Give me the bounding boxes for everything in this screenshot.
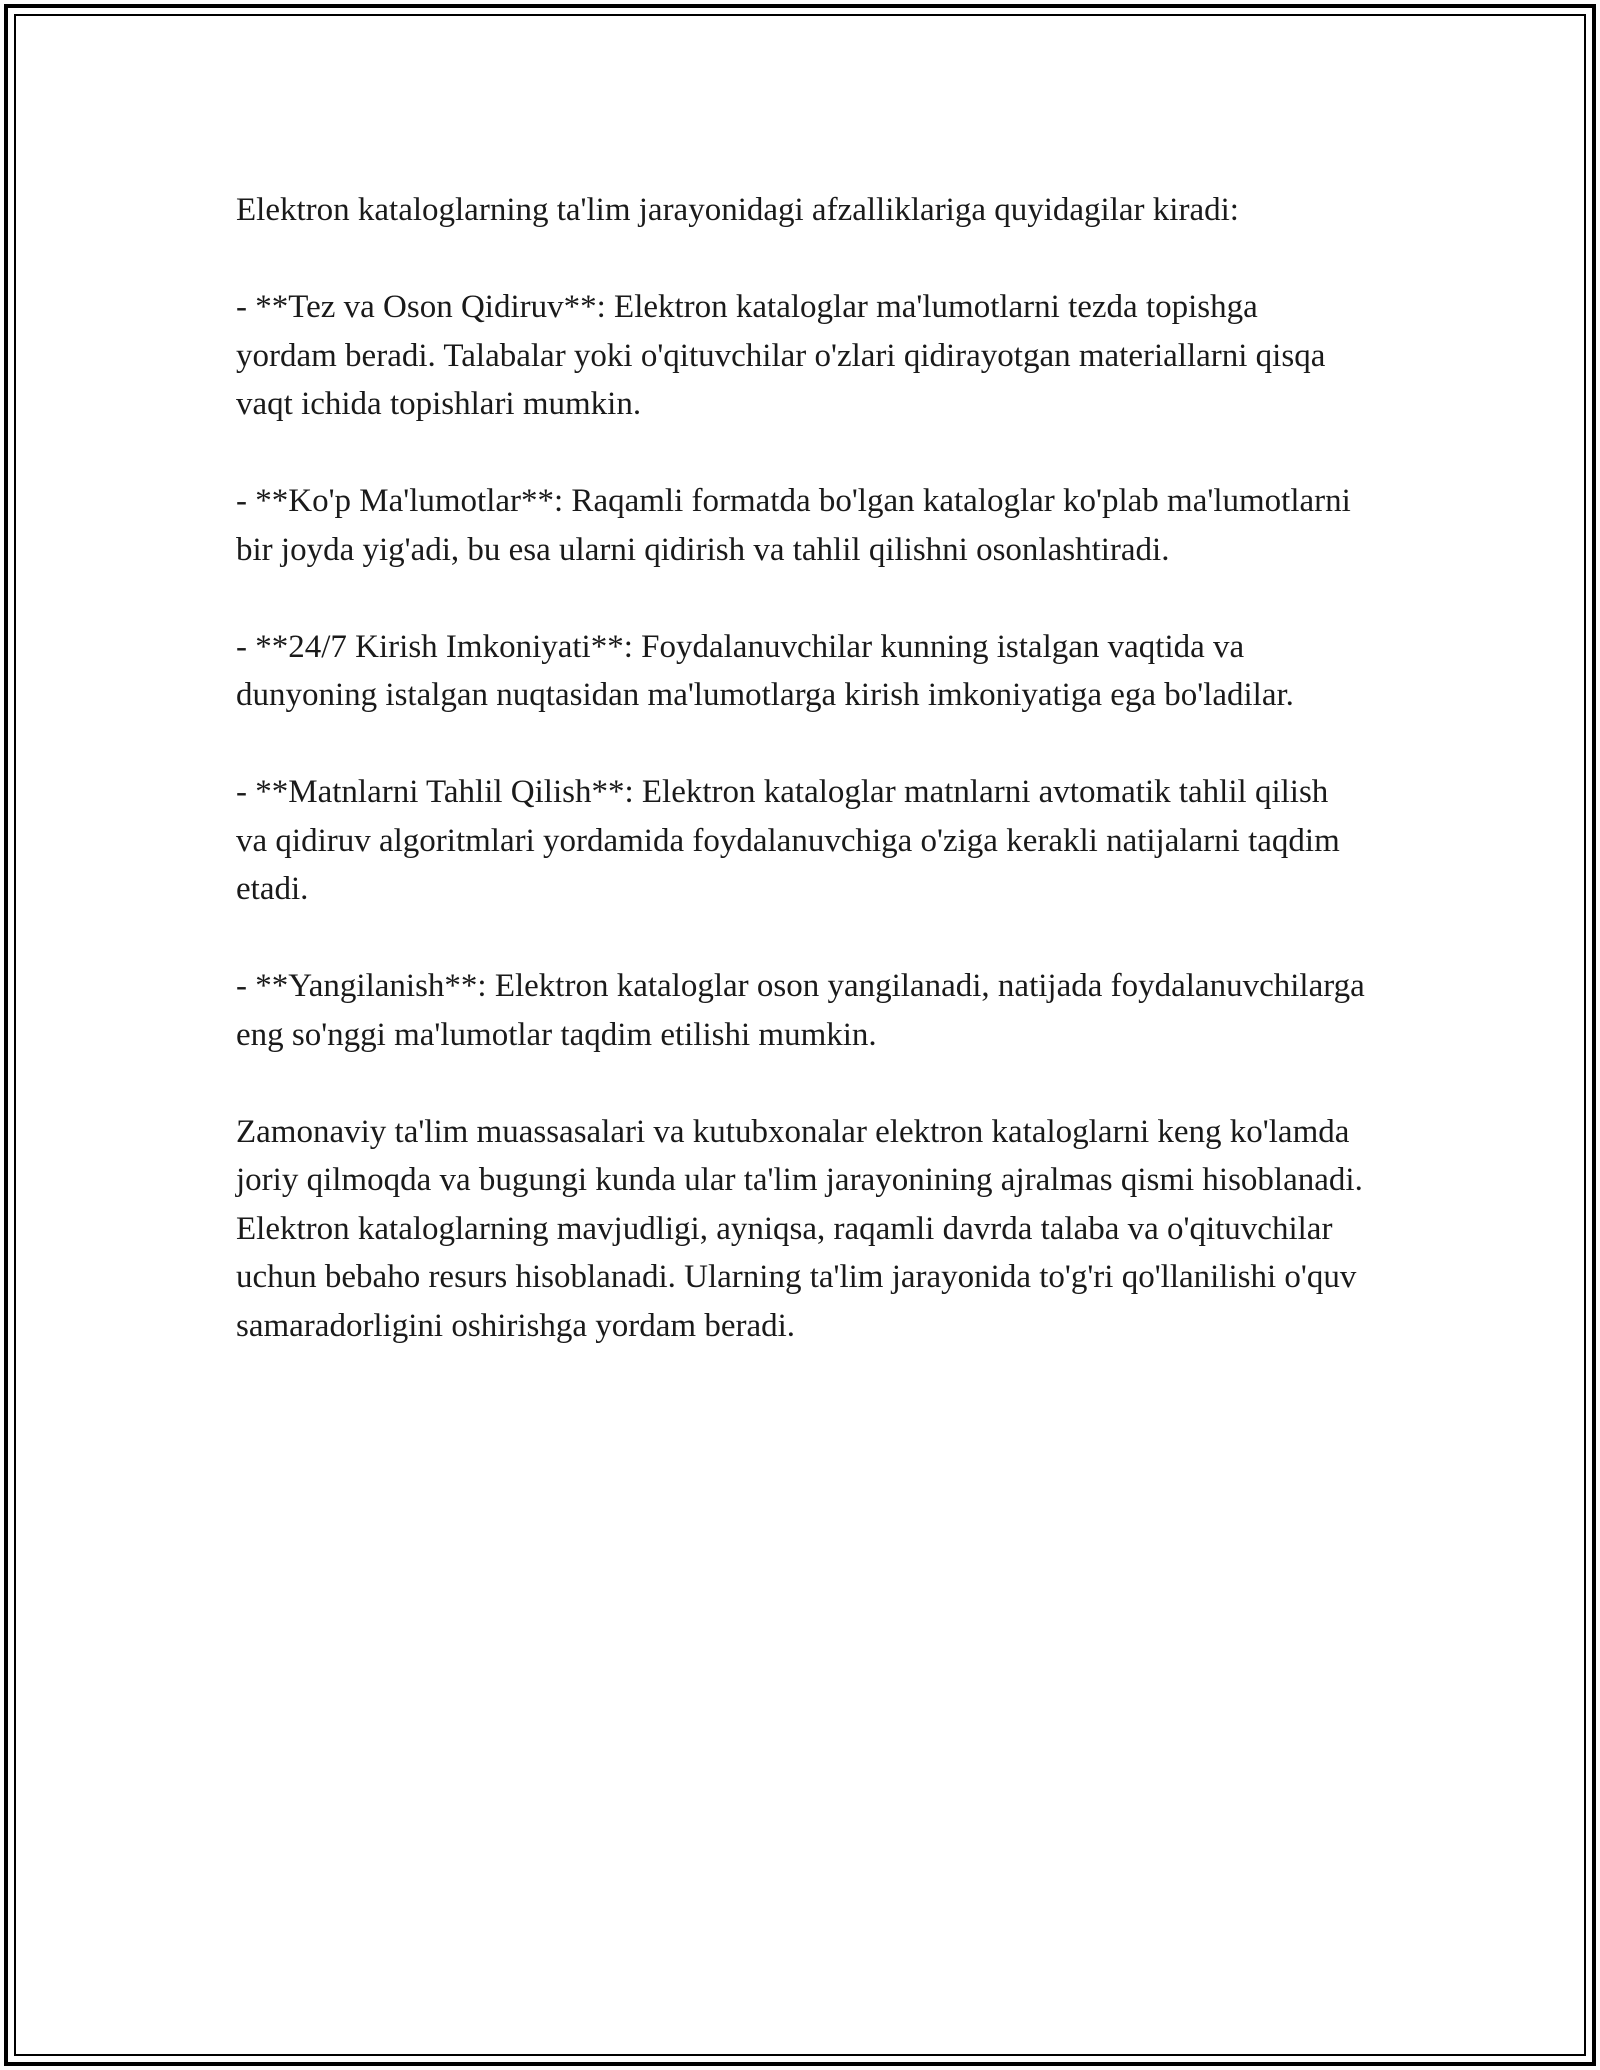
document-body xyxy=(236,186,1366,1399)
list-item: - **Yangilanish**: Elektron kataloglar oson yangilanadi, natijada foydalanuvchilarga eng so'nggi ma'lumotlar taqdim etilishi mumkin. xyxy=(236,968,1365,1053)
list-item: - **Matnlarni Tahlil Qilish**: Elektron kataloglar matnlarni avtomatik tahlil qilish va qidiruv algoritmlari yordamida foydalanuvchiga o'ziga kerakli natijalarni taqdim etadi. xyxy=(236,774,1340,907)
intro-paragraph: Elektron kataloglarning ta'lim jarayonidagi afzalliklariga quyidagilar kiradi: xyxy=(236,192,1239,228)
list-item: - **24/7 Kirish Imkoniyati**: Foydalanuvchilar kunning istalgan vaqtida va dunyoning istalgan nuqtasidan ma'lumotlarga kirish imkoniyatiga ega bo'ladilar. xyxy=(236,628,1294,713)
list-item: - **Tez va Oson Qidiruv**: Elektron kataloglar ma'lumotlarni tezda topishga yordam beradi. Talabalar yoki o'qituvchilar o'zlari qidirayotgan materiallarni qisqa vaqt ichida topishlari mumkin. xyxy=(236,289,1326,422)
conclusion-paragraph: Zamonaviy ta'lim muassasalari va kutubxonalar elektron kataloglarni keng ko'lamda joriy qilmoqda va bugungi kunda ular ta'lim jarayonining ajralmas qismi hisoblanadi. Elektron kataloglarning mavjudligi, ayniqsa, raqamli davrda talaba va o'qituvchilar uchun bebaho resurs hisoblanadi. Ularning ta'lim jarayonida to'g'ri qo'llanilishi o'quv samaradorligini oshirishga yordam beradi. xyxy=(236,1113,1363,1344)
list-item: - **Ko'p Ma'lumotlar**: Raqamli formatda bo'lgan kataloglar ko'plab ma'lumotlarni bir joyda yig'adi, bu esa ularni qidirish va tahlil qilishni osonlashtiradi. xyxy=(236,483,1351,568)
